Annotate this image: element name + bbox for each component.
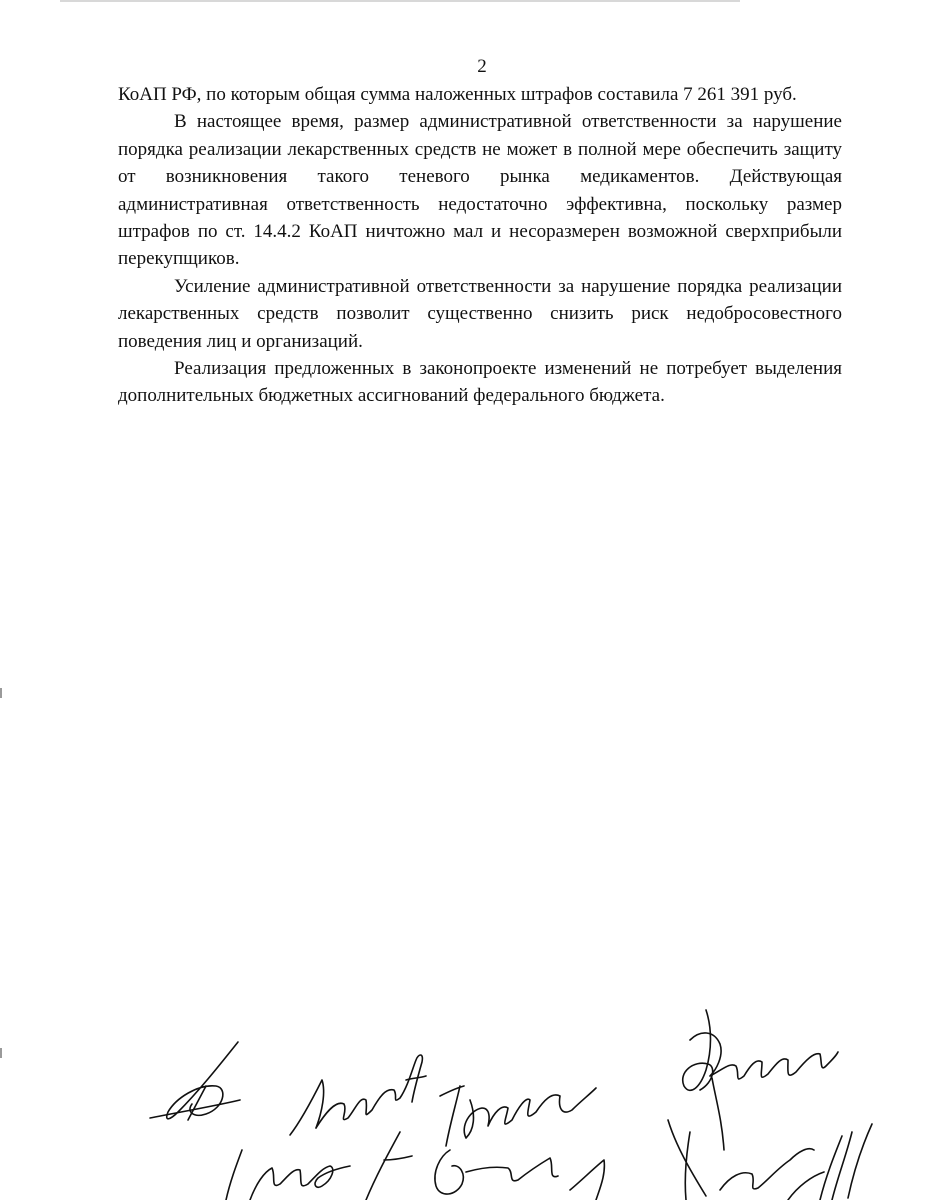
signature-1 (150, 1042, 240, 1120)
signatures-drawing (0, 1000, 928, 1200)
signature-2 (290, 1055, 426, 1135)
signature-3 (440, 1086, 596, 1146)
paragraph-liability-size: В настоящее время, размер административной ответственности за нарушение порядка реализации лекарственных средств не может в полной мере обеспечить защиту от возникновения такого теневого рынка медикаментов. Действующая административная ответственность недостаточно эффективна, поскольку размер штрафов по ст. 14.4.2 КоАП ничтожно мал и несоразмерен возможной сверхприбыли перекупщиков. (118, 111, 842, 270)
signature-5 (226, 1150, 350, 1200)
document-body (118, 81, 842, 410)
scan-margin-mark (0, 688, 2, 698)
paragraph-strengthening: Усиление административной ответственности за нарушение порядка реализации лекарственных средств позволит существенно снизить риск недобросовестного поведения лиц и организаций. (118, 275, 842, 352)
page-number: 2 (477, 56, 487, 77)
signature-7 (435, 1150, 604, 1200)
paragraph-continuation: КоАП РФ, по которым общая сумма наложенных штрафов составила 7 261 391 руб. (118, 84, 797, 105)
signature-4 (683, 1010, 838, 1150)
paragraph-budget: Реализация предложенных в законопроекте изменений не потребует выделения дополнительных бюджетных ассигнований федерального бюджета. (118, 358, 842, 407)
top-scan-edge (60, 0, 740, 2)
signature-8 (668, 1120, 872, 1200)
signatures-block (0, 1000, 928, 1200)
signature-6 (366, 1132, 412, 1200)
